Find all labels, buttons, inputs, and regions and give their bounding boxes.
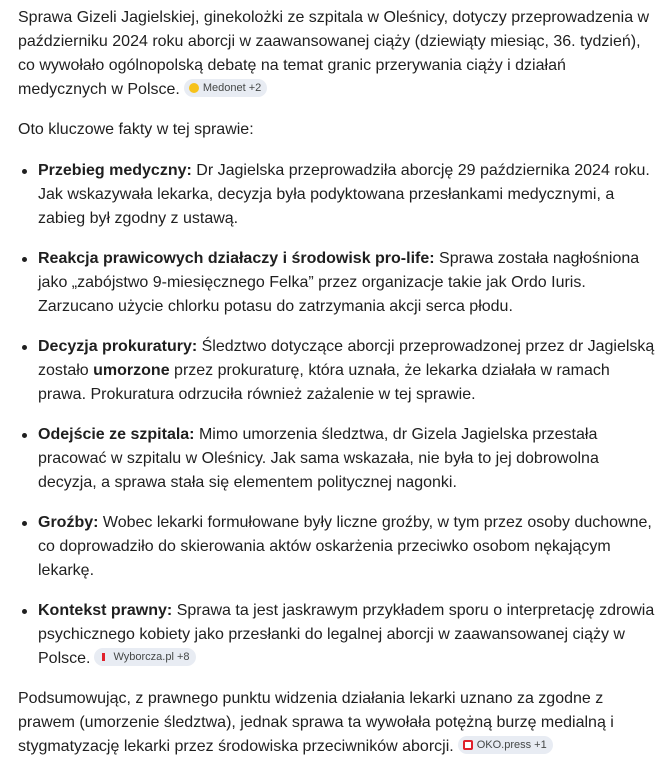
bullet-icon	[22, 257, 27, 262]
fact-emphasis: umorzone	[93, 362, 170, 379]
summary-paragraph	[18, 687, 659, 759]
intro-paragraph	[18, 6, 659, 102]
fact-text: Sprawa została nagłośniona jako „zabójstwo 9-miesięcznego Felka” przez organizacje takie jak Ordo Iuris. Zarzucano użycie chlorku potasu do zatrzymania akcji serca płodu.	[38, 250, 640, 315]
medonet-icon	[189, 83, 199, 93]
summary-text: Podsumowując, z prawnego punktu widzenia działania lekarki uznano za zgodne z prawem (umorzenie śledztwa), jednak sprawa ta wywołała potężną burzę medialną i stygmatyzację lekarki przez środowiska przeciwników aborcji.	[18, 690, 614, 755]
list-item	[18, 247, 659, 319]
wyborcza-icon	[99, 652, 109, 662]
fact-text: Sprawa ta jest jaskrawym przykładem sporu o interpretację zdrowia psychicznego kobiety jako przesłanki do legalnej aborcji w zaawansowanej ciąży w Polsce.	[38, 602, 655, 667]
source-chip-label: Medonet +2	[202, 82, 262, 94]
list-item	[18, 511, 659, 583]
bullet-icon	[22, 521, 27, 526]
fact-title: Decyzja prokuratury:	[38, 338, 198, 355]
fact-text: Wobec lekarki formułowane były liczne groźby, w tym przez osoby duchowne, co doprowadziło do skierowania aktów oskarżenia przeciwko osobom nękającym lekarkę.	[38, 514, 652, 579]
facts-list	[18, 159, 659, 671]
fact-text: Mimo umorzenia śledztwa, dr Gizela Jagielska przestała pracować w szpitalu w Oleśnicy. Jak sama wskazała, nie była to jej dobrowolna decyzja, a sprawa stała się elementem politycznej nagonki.	[38, 426, 599, 491]
fact-title: Odejście ze szpitala:	[38, 426, 195, 443]
list-item	[18, 423, 659, 495]
fact-title: Reakcja prawicowych działaczy i środowisk pro-life:	[38, 250, 435, 267]
list-item	[18, 159, 659, 231]
list-item	[18, 335, 659, 407]
source-chip-label: Wyborcza.pl +8	[113, 651, 190, 663]
source-chip-okopress[interactable]	[458, 736, 553, 754]
bullet-icon	[22, 609, 27, 614]
fact-title: Groźby:	[38, 514, 99, 531]
lead-paragraph: Oto kluczowe fakty w tej sprawie:	[18, 121, 254, 138]
fact-text: Dr Jagielska przeprowadziła aborcję 29 października 2024 roku. Jak wskazywała lekarka, decyzja była podyktowana przesłankami medycznymi, a zabieg był zgodny z ustawą.	[38, 162, 650, 227]
fact-text: Śledztwo dotyczące aborcji przeprowadzonej przez dr Jagielską zostało	[38, 338, 655, 379]
intro-text: Sprawa Gizeli Jagielskiej, ginekolożki ze szpitala w Oleśnicy, dotyczy przeprowadzenia w październiku 2024 roku aborcji w zaawansowanej ciąży (dziewiąty miesiąc, 36. tydzień), co wywołało ogólnopolską debatę na temat granic przerywania ciąży i działań medycznych w Polsce.	[18, 9, 650, 98]
source-chip-medonet[interactable]	[184, 79, 267, 97]
source-chip-wyborcza[interactable]	[94, 648, 195, 666]
fact-text: przez prokuraturę, która uznała, że lekarka działała w ramach prawa. Prokuratura odrzuciła również zażalenie w tej sprawie.	[38, 362, 610, 403]
bullet-icon	[22, 169, 27, 174]
source-chip-label: OKO.press +1	[476, 739, 547, 751]
fact-title: Kontekst prawny:	[38, 602, 173, 619]
fact-title: Przebieg medyczny:	[38, 162, 192, 179]
list-item	[18, 599, 659, 671]
bullet-icon	[22, 345, 27, 350]
bullet-icon	[22, 433, 27, 438]
